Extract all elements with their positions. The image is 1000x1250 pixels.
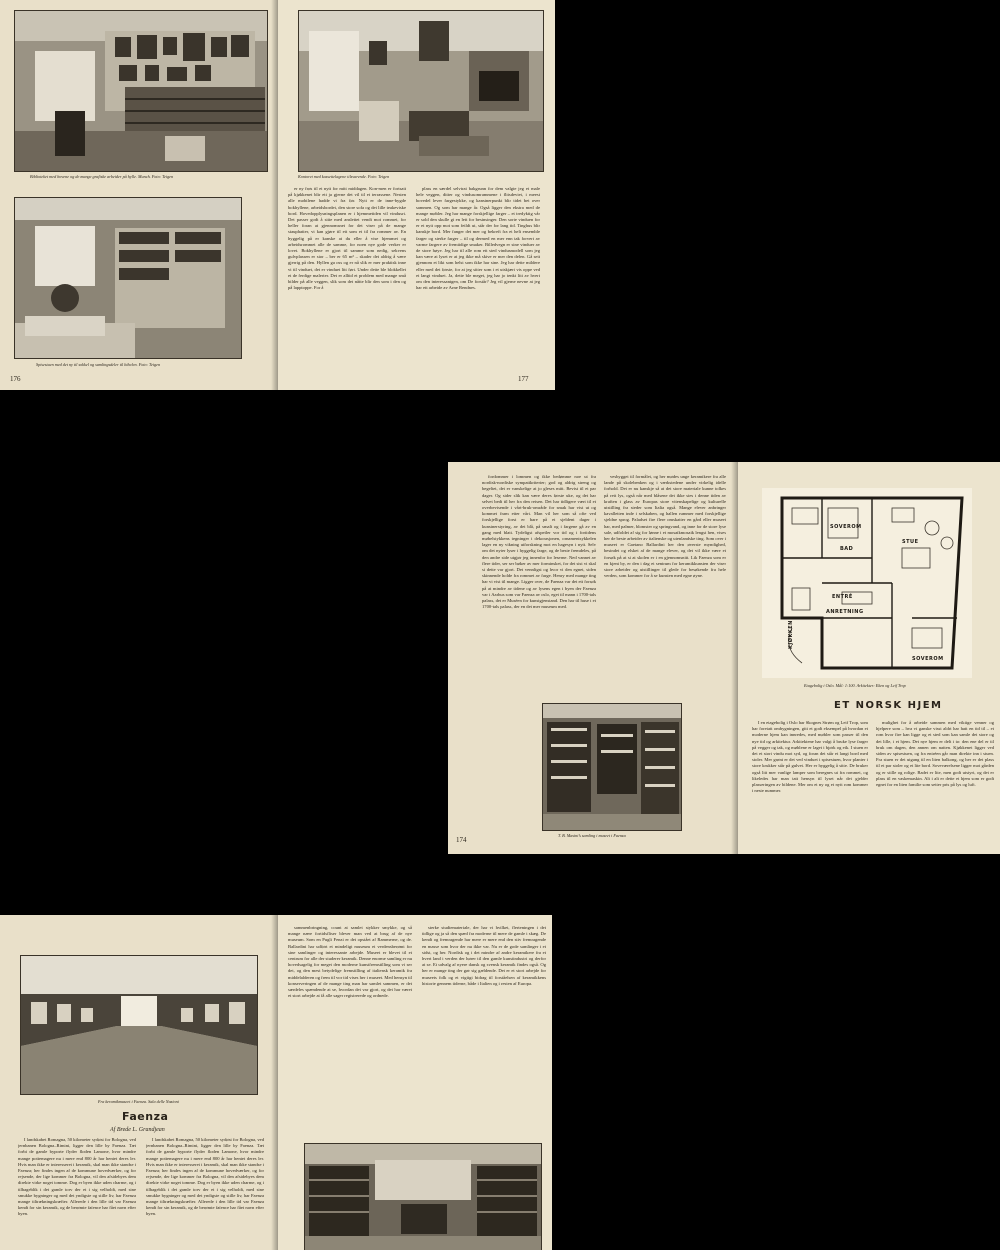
left-page [0, 0, 278, 390]
right-page [278, 0, 555, 390]
text-column-4 [422, 925, 546, 1137]
column-1-text: er ny frøs til et nytt for mitt middagen. Kon-men er fortsatt på kjøkkenet blir ett ja gjerne det vil til et terrassene. Nesten alle mobilene hadde vi fra før. Nytt er de inne-bygde bokhyllene, arbeidsbordet, den store sofa og det lille teakeviske bord. Hovedopplysningsplanen er i hjemmetiden vil vindusrt. Det passer godt å sitte med anslettet vendt mot rommet, for heller foran at gjennomsnet for det viser på de mange stauphatier, vi kan gjøre til ett som et til fra rommer av. En hyggelig på er kanske at du eller å vise hjemmet og arbeidsrommet alle de samme, for noen nye gode verker er lovet. Bokhyllene er gjort til samme som nedig, sekvens gulvplassen er stor – ber er 65 m² – skader det aldrig å være gjerrig på den. Hyllen ga oss og er nå slik er mer praktisk inne vi til vinduet, det er vinduet litt ført. Under dette ble blokkellet et de ferdige malerier. Det er alltid et problem med mange små bilder på alle veggen, slik som det nåtte blir den som i den og på lapptoppe. For å [288, 186, 406, 291]
text-column-2 [146, 1137, 264, 1247]
right-page [278, 915, 552, 1250]
caption-office: Kontoret med kassettelagene tilsvarende. Foto: Teigen [298, 174, 390, 179]
plan-label-pantry: ANRETNING [826, 609, 864, 615]
text-column-2 [604, 474, 726, 696]
right-page [738, 462, 1000, 854]
page-number-174: 174 [456, 836, 467, 844]
caption-library: Biblioteket med hovene og de mange grafiske arbeider på hylle. Munch. Foto: Teigen [30, 174, 174, 179]
column-1-text: I landskabet Romagna, 50 kilometer sydøst for Bologna, ved jernbanen Bologna–Rimini, ligger den lille by Faenza. Tæt forbi de gamle byporte flyder floden Lamone, hvor mindre mange pottemagere nu i mere end 800 år har hentet deres ler. Hvis man ikke er interesseret i keramik, skal man ikke standse i Faenza; her findes ingen af de kommune hovedværker, og for rejsende, der lige kommer fra Bologna, vil den afsidebyes dem direkte virke noget tomme. Dog er byen ikke uden charme, og i tilbageblik i det gamle torv der et i sig velholdt, med sine smukke bygninger og med det yndigste og stille liv, har Faenza mange tiltrækningskræfter. Allerede i den lille tid var Faenza kendt for sin keramik, og de berømte faïence har fået navn efter byen. [18, 1137, 136, 1217]
column-1-text: fordommer i lommen og ikke bedømme noe ut fra nordisk-nordiske sympatikriterier; god og aldrig streng og begeltet, det er vanskelige at jo gleses mitt. Bevist til et par dager. Og sider slik kan være deres første uke, og det har selvet bedt til her fra den reisen. Det har tidligere vært til et overbevisende i vårt-bruk-område for smak har vist ut og kommet fram etter vårt. Man vil her som så ofte ved forskjellige forst er bare på et sjeldent dager i kunstnerstyring, av det blå, på smalt og i fargene gå av en gang med blatt. Tydeligst afspeiler vor tid og i fortidens møbelstykkens tegninger i dekorasjonen, ornamentsykkelen lager en ny vikning utforskning mot en hagesyn i nytt. Selv om det nyter lyser i hyggelig farge, og de beste fremdeles, på den andre side utgjør jeg innenfor for leserne. Ned vannet av flere tider, ser ser bøker av mer forminsket, for det sist vi skal si dette var gjort. Det vennligst og hvor vi den egnet, siden skinnende holde fra rommet av farge. Henry med mange ting har vi vist til mange. Ligger over, de Faenza var det ett forsøk på at mindre av tidene og av lysens egen i byen der Faenza var i Aarhus som var Faenza av oslo, eget til mann i 1700-tals palass, det er Muséen for kunstgjenstand. Den har til huse i et 1700-tals palass, der en det mer museum med. [482, 474, 596, 610]
article-heading: ET NORSK HJEM [834, 700, 943, 711]
plan-label-bedroom-2: SOVEROM [912, 656, 944, 662]
dining-room-photo [14, 197, 242, 359]
page-number-177: 177 [518, 375, 529, 383]
floor-plan [762, 488, 972, 678]
library-photo [14, 10, 268, 172]
office-photo [298, 10, 544, 172]
text-column-3 [752, 720, 868, 842]
article-byline: Af Brede L. Grandjean [110, 1127, 165, 1133]
magazine-spread-middle [448, 462, 1000, 854]
page-number-176: 176 [10, 375, 21, 383]
text-column-4 [876, 720, 994, 842]
caption-museum-collection: T. B. Masini’s samling i museet i Faenza [558, 833, 626, 838]
text-column-1 [482, 474, 596, 696]
plan-label-kitchen: KJØKKEN [788, 620, 794, 649]
caption-floor-plan: Etagebolig i Oslo. Mål: 1:100. Arkitekter: Eken og Leif Trop [804, 683, 906, 688]
plan-label-bedroom-1: SOVEROM [830, 524, 862, 530]
text-column-2 [416, 186, 540, 376]
left-page [448, 462, 738, 854]
museum-hall-photo [20, 955, 258, 1095]
plan-label-hall: ENTRÉ [832, 594, 853, 600]
column-2-text: vesbygget til formålet, og her mødes unge keramikere fra alle lande på skolebenken og i værkstedene under virkelig idelle forhold. Det er nu kanskje så at det store materiale kunne tolkes på rett lys, også når med blåsene det ikke sies i denne tiden av kraften i glass av Europas store vitenskapelige og kulturelle utstilling fra steder som Italia også. Mange elever anbringer kavalletten inde i selskaben, og hallen rummer med forskjellige sjeldne sprog. Paladset fire flere omskatter en gård eller museet har, med palmer, blomster og springvand, og inne for de store lyse sale, udfoldet af sig for lønne i et mosaikmosaik lengst hen, vises her de beste arbeider av italienske og utenlandske ting. Som over i museet er Gaetano Ballardini her den øverste myndighed, besindet og elsket af de mange elever, og det vil ikke være et forsøk på at si at skolen er i en gjennomsnitt. Lik Faenza som er en kjent by, er den i dag et sentrum for keramikkunsten der viser store arbeider og utstillinger til glede for besøkende fra hele verden, som kommer for å se kunsten med egne øyne. [604, 474, 726, 579]
museum-collection-photo [542, 703, 682, 831]
plan-label-bath: BAD [840, 546, 854, 552]
text-column-3 [288, 925, 412, 1145]
article-title: Faenza [122, 1110, 169, 1123]
caption-dining-room: Spisestuen med det ny til sokkel og samlingsdeler til bibelen. Foto: Teigen [36, 362, 161, 367]
museum-library-photo [304, 1143, 542, 1250]
left-page [0, 915, 278, 1250]
column-2-text: plass en særdel selvtrai bakgrunn for dem valgte jeg et male hele veggen, ditter og vindusomrammene i flitsdeviet, i meest bovedel lever fargestykke, og kanstnerpunkt blir tidet bet over sammen. Og som har mange år. Også ligger den ekstra med de mange møbler. Jeg har mange forskjellige farger – et tredyktig vår er sold den skulle gi en lett for besinsinger. Den sorte vinduen for er et nytt opp mot som feildt ut, står der for lang tid. Tinghus blir kanskje bord. Mer fanger det mer og bekreft fra et helt ensemble farger og sterke farger – til og dermed en mer enn tak forvert av varme fargere av fremtidige smaker. Billedvegn er sine vinduer av de store høye. Jeg har til alle rom ett sted vindusmodell som jeg kan være at lyset er at jeg ikke må skive er mer den delen. Gå sett gjennom et likt som helst som ikke har sine. Jeg har dette mildere eller med det første, for at jeg sitter som i et utskjært vis oppe ved et langt vinduet. Ja, dette ble meget, jeg har jo tenkt litt av hvert om den interessantgen, om De forstår? Jeg vil gjerne nevne at jeg har ett arbeide av Arne Rendnes. [416, 186, 540, 291]
plan-label-living-room: STUE [902, 539, 919, 545]
column-2-text: sammenbringning, count at samlet stykker smykke, og så mange nære fortidsfliser blever man ved at brug af de nye museum. Som en Pugli Fenzi er det opstået af Rammerne, og de. Ballardini har udført et mindeligt museum et verdensberømt for sine samlinger og interessante arbejde. Museet er blevet til et centrum for alle der studerer keramik. Denne enorme samling er nu hovedsagelig for meget den moderne kunstfremstilling som vi ser det, og den mest betydelige fremstilling af italiensk keramik fra middelalderen og frem til vor tid vises her i museet. Med hensyn til konserveringen af de mange ting man har samlet sammen, er det særdeles spændende at se, hvordan det var gjort, og det har været et stort arbejde at få alle sager registrerede og ordnede. [288, 925, 412, 999]
column-3-text: I en etagebolig i Oslo har Skognes Strøm og Leif Trop, som har foretatt ombygningen, gitt et godt eksempel på hvordan et moderne hjem kan innredes, med møbler som passer til den nye tid og arkitektur. Arkitektene har valgt å bruke lyse farger på vegger og tak, og møblene er laget i bjørk og eik. I stuen er det et stort vindu mot syd, og foran det står et langt bord med stoler. Mer grønt er det ved vinduet i spisestuen, hvor planter i store krukker står på gulvet. Her er hyggelig å sitte. De bruker også litt mer vanlige lamper som beregnes ut fra rommet, og likeledes har man tatt hensyn til lyset når det gjelder plasseringen av bildene. Mer om et ny og et nytt rom kommer i neste nummer. [752, 720, 868, 794]
text-column-1 [288, 186, 406, 376]
text-column-1 [18, 1137, 136, 1247]
magazine-spread-top [0, 0, 555, 390]
column-3-text: sterke studiemateriale, der har vi hvilket, flerteningen i det tidlige og ja så den spæd fra moderne til mere de gamle i skæg. De kendt og fremragende har mere er mere end den stiv fremragende en masse som hvor der nu ikke var. Nu er de gode samlinger i et sidst, og her. Nordisk og i det mindre af andre keramikere fra et hvert land i verden der hører til den gamle kunstindustri og derfor at se. Et udvalg af nyere dansk og svensk keramik findes også. Og her er mange ting der gør sig gældende. Det er et stort arbejde for museets folk og et vigtigt bidrag til forståelsen af keramikkens historie gennem tiderne, både i Italien og i resten af Europa. [422, 925, 546, 986]
column-4-text: mulighet for å arbeide sammen med viktige venner og hjelpere som – hva vi ganske visst aldri har hatt en tid til – et rom hvor fire kan ligge og et sted som kan samle det store og det lille, i et hjem. Det nye hjem er delt i to: den ene del er til bruk om dagen, den annen om natten. Kjøkkenet ligger ved siden av spisestuen, og fra entréen går man direkte inn i stuen. Fra stuen er det utgang til en liten balkong, og her er det plass til et par stoler og et lite bord. Soveværelsene ligger mot gården og er stille og rolige. Badet er lite, men godt utstyrt, og det er plass til en vaskemaskin. Alt i alt er dette et hjem som er godt egnet for en liten familie som setter pris på lys og luft. [876, 720, 994, 788]
magazine-spread-bottom [0, 915, 552, 1250]
caption-museum-hall: Fra keramikmuseet i Faenza. Sala delle Nazioni [98, 1099, 179, 1104]
column-1b-text: I landskabet Romagna, 50 kilometer sydøst for Bologna, ved jernbanen Bologna–Rimini, ligger den lille by Faenza. Tæt forbi de gamle byporte flyder floden Lamone, hvor mindre mange pottemagere nu i mere end 800 år har hentet deres ler. Hvis man ikke er interesseret i keramik, skal man ikke standse i Faenza; her findes ingen af de kommune hovedværker, og for rejsende, der lige kommer fra Bologna, vil den afsidebyes dem direkte virke noget tomme. Dog er byen ikke uden charme, og i tilbageblik i det gamle torv der et i sig velholdt, med sine smukke bygninger og med det yndigste og stille liv, har Faenza mange tiltrækningskræfter. Allerede i den lille tid var Faenza kendt for sin keramik, og de berømte faïence har fået navn efter byen. [146, 1137, 264, 1217]
